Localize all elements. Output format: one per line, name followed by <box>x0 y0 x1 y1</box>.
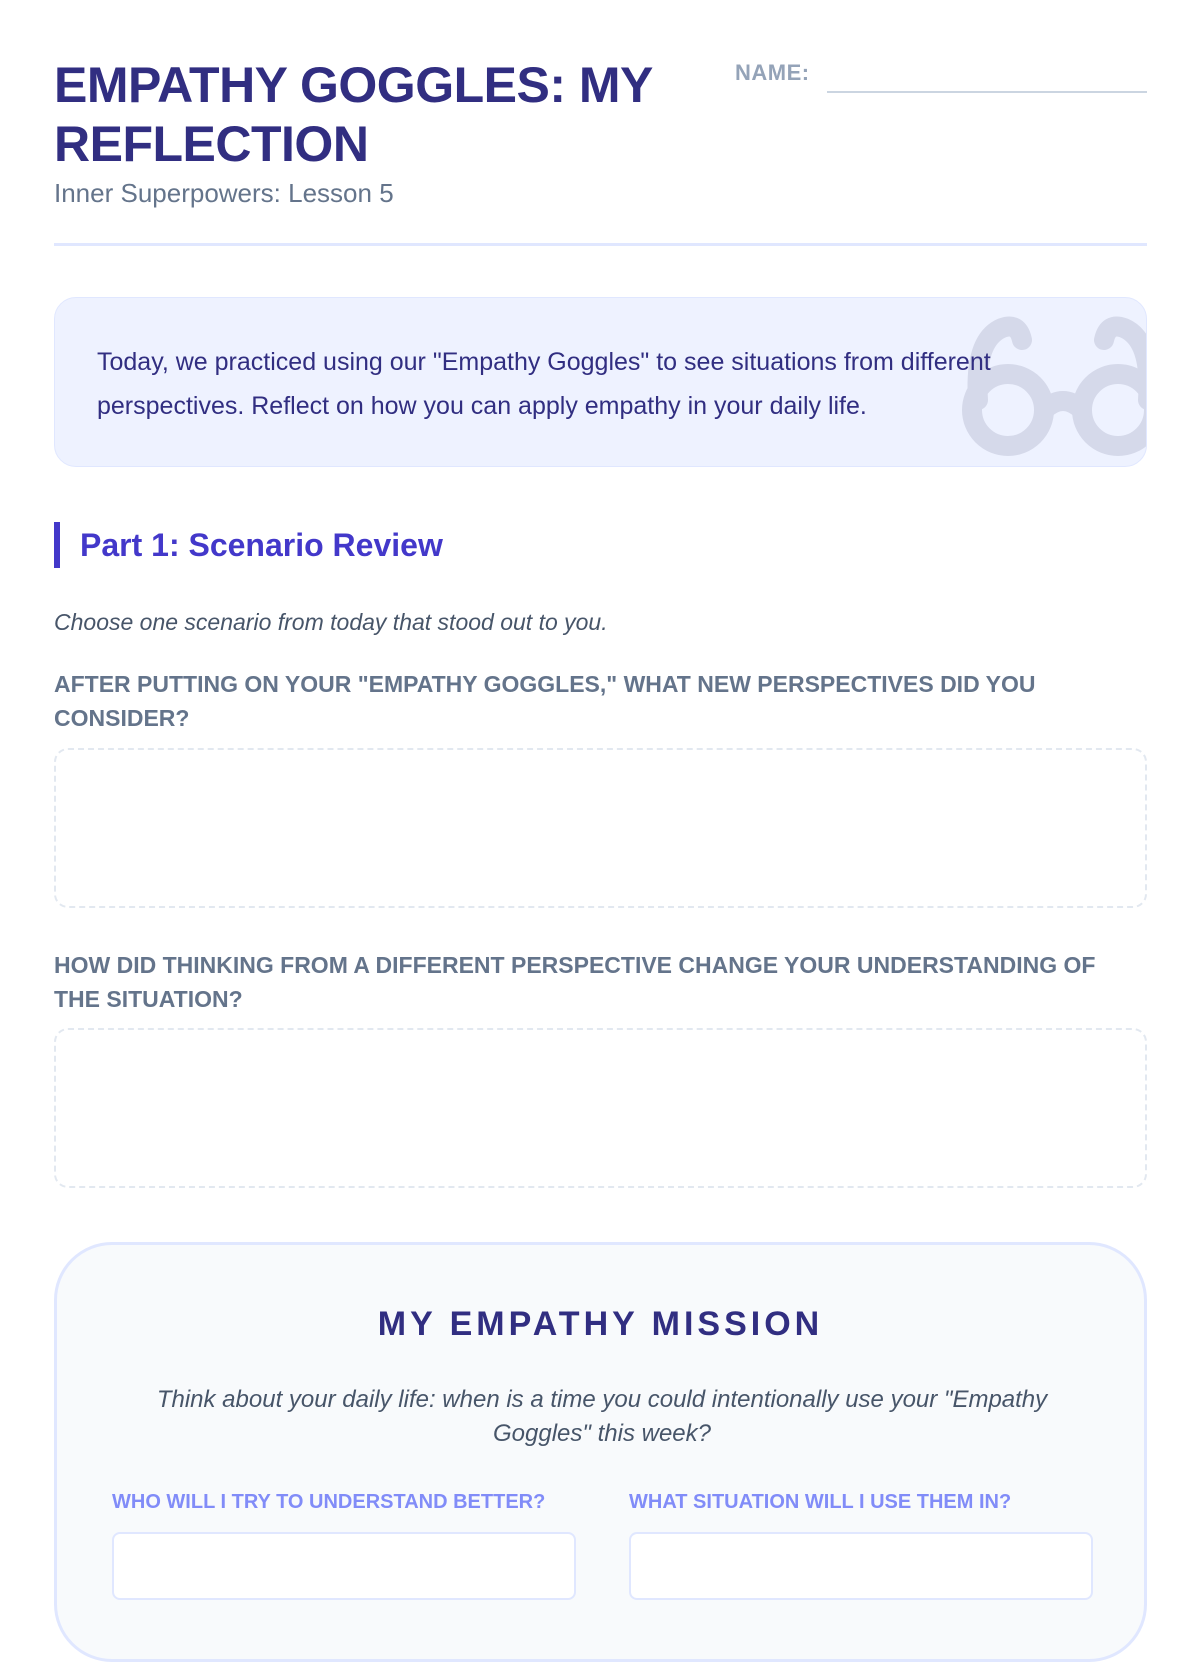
section-heading-part1: Part 1: Scenario Review <box>54 522 443 568</box>
answer-box-2[interactable] <box>54 1028 1147 1188</box>
page-title: EMPATHY GOGGLES: MY REFLECTION <box>54 57 652 172</box>
who-input[interactable] <box>112 1532 576 1600</box>
mission-panel <box>54 1242 1147 1662</box>
scenario-instruction: Choose one scenario from today that stood out to you. <box>54 609 608 635</box>
worksheet-header <box>54 0 1147 246</box>
question-label-2: HOW DID THINKING FROM A DIFFERENT PERSPECTIVE CHANGE YOUR UNDERSTANDING OF THE SITUATION? <box>54 952 1096 1012</box>
intro-text: Today, we practiced using our "Empathy Goggles" to see situations from different perspectives. Reflect on how you can apply empathy in your daily life. <box>97 348 991 420</box>
mission-title: MY EMPATHY MISSION <box>377 1305 824 1343</box>
name-label: NAME: <box>735 60 810 85</box>
situation-input[interactable] <box>629 1532 1093 1600</box>
who-field-label: WHO WILL I TRY TO UNDERSTAND BETTER? <box>112 1491 546 1513</box>
intro-panel <box>54 297 1147 467</box>
name-input-line[interactable] <box>827 91 1147 93</box>
situation-field-label: WHAT SITUATION WILL I USE THEM IN? <box>629 1491 1012 1513</box>
mission-prompt: Think about your daily life: when is a time you could intentionally use your "Empathy Goggles" this week? <box>156 1386 1048 1447</box>
lesson-subtitle: Inner Superpowers: Lesson 5 <box>54 178 394 208</box>
worksheet-page <box>54 0 1147 1513</box>
answer-box-1[interactable] <box>54 748 1147 908</box>
name-field-block <box>735 58 1147 94</box>
question-label-1: AFTER PUTTING ON YOUR "EMPATHY GOGGLES," WHAT NEW PERSPECTIVES DID YOU CONSIDER? <box>54 671 1036 731</box>
